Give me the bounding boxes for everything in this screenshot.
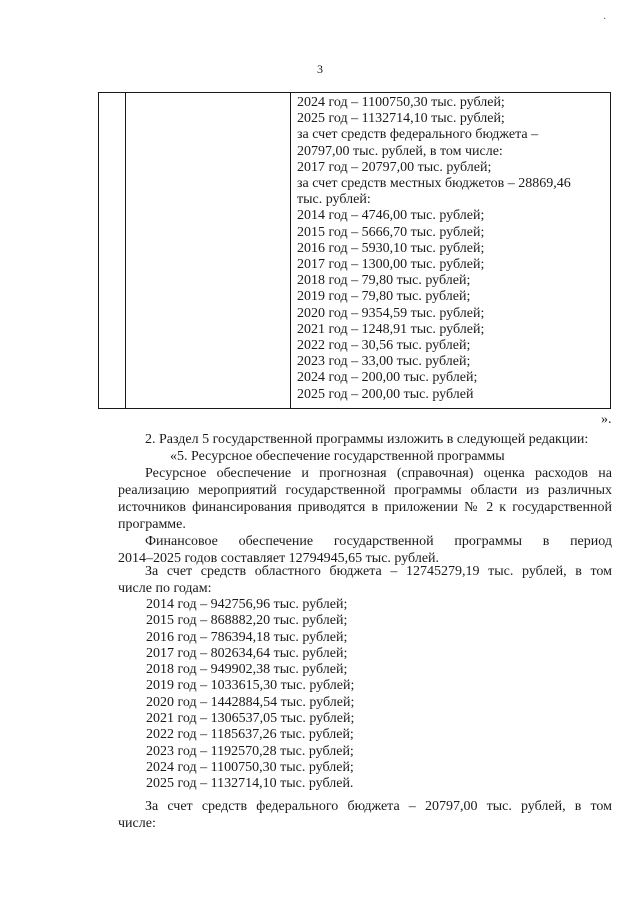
- paragraph-line: программе.: [118, 517, 186, 532]
- year-line: 2021 год – 1306537,05 тыс. рублей;: [146, 711, 355, 727]
- table-line: 2025 год – 200,00 тыс. рублей: [297, 386, 474, 402]
- table-line: за счет средств федерального бюджета –: [297, 127, 539, 143]
- table-line: 2018 год – 79,80 тыс. рублей;: [297, 273, 471, 289]
- year-line: 2017 год – 802634,64 тыс. рублей;: [146, 645, 348, 661]
- paragraph-line: За счет средств областного бюджета – 12745279,19 тыс. рублей, в том: [145, 564, 612, 579]
- table-column-divider: [125, 93, 126, 408]
- paragraph-line: Ресурсное обеспечение и прогнозная (справочная) оценка расходов на: [145, 466, 612, 481]
- closing-quote: ».: [601, 412, 612, 427]
- paragraph-line: источников финансирования приводятся в приложении № 2 к государственной: [118, 500, 612, 515]
- table-line: 2017 год – 20797,00 тыс. рублей;: [297, 159, 492, 175]
- paragraph-line: числе по годам:: [118, 581, 212, 596]
- corner-mark: ·: [603, 14, 607, 25]
- page-number: 3: [317, 62, 323, 76]
- table-line: за счет средств местных бюджетов – 28869,46: [297, 176, 571, 192]
- table-line: 2024 год – 1100750,30 тыс. рублей;: [297, 95, 505, 110]
- table-line: 2025 год – 1132714,10 тыс. рублей;: [297, 111, 505, 127]
- amendment-item-2: 2. Раздел 5 государственной программы изложить в следующей редакции:: [145, 432, 589, 447]
- year-line: 2014 год – 942756,96 тыс. рублей;: [146, 597, 348, 612]
- year-line: 2019 год – 1033615,30 тыс. рублей;: [146, 678, 355, 694]
- table-line: 2016 год – 5930,10 тыс. рублей;: [297, 240, 485, 256]
- paragraph-line: числе:: [118, 816, 156, 831]
- table-cell-funding: [297, 95, 606, 403]
- table-line: 2020 год – 9354,59 тыс. рублей;: [297, 305, 485, 321]
- year-line: 2015 год – 868882,20 тыс. рублей;: [146, 613, 348, 629]
- year-line: 2022 год – 1185637,26 тыс. рублей;: [146, 727, 354, 743]
- year-line: 2023 год – 1192570,28 тыс. рублей;: [146, 743, 354, 759]
- table-column-divider: [290, 93, 291, 408]
- year-line: 2024 год – 1100750,30 тыс. рублей;: [146, 759, 354, 775]
- section-title: «5. Ресурсное обеспечение государственной программы: [170, 449, 505, 464]
- year-line: 2025 год – 1132714,10 тыс. рублей.: [146, 776, 354, 792]
- table-line: 2024 год – 200,00 тыс. рублей;: [297, 370, 478, 386]
- table-line: 2021 год – 1248,91 тыс. рублей;: [297, 321, 485, 337]
- table-line: 2022 год – 30,56 тыс. рублей;: [297, 338, 471, 354]
- paragraph-line: реализацию мероприятий государственной программы области из различных: [118, 483, 612, 498]
- table-line: 2019 год – 79,80 тыс. рублей;: [297, 289, 471, 305]
- table-line: 2017 год – 1300,00 тыс. рублей;: [297, 257, 485, 273]
- table-line: тыс. рублей:: [297, 192, 371, 208]
- budget-table: [98, 92, 611, 409]
- paragraph-line: 2014–2025 годов составляет 12794945,65 тыс. рублей.: [118, 551, 440, 566]
- year-line: 2018 год – 949902,38 тыс. рублей;: [146, 662, 348, 678]
- paragraph-line: Финансовое обеспечение государственной программы в период: [145, 534, 612, 549]
- paragraph-line: За счет средств федерального бюджета – 20797,00 тыс. рублей, в том: [145, 799, 612, 814]
- table-line: 2014 год – 4746,00 тыс. рублей;: [297, 208, 485, 224]
- year-line: 2016 год – 786394,18 тыс. рублей;: [146, 629, 348, 645]
- table-line: 20797,00 тыс. рублей, в том числе:: [297, 143, 503, 159]
- regional-budget-years: [146, 597, 354, 793]
- year-line: 2020 год – 1442884,54 тыс. рублей;: [146, 694, 355, 710]
- table-line: 2023 год – 33,00 тыс. рублей;: [297, 354, 471, 370]
- table-line: 2015 год – 5666,70 тыс. рублей;: [297, 224, 485, 240]
